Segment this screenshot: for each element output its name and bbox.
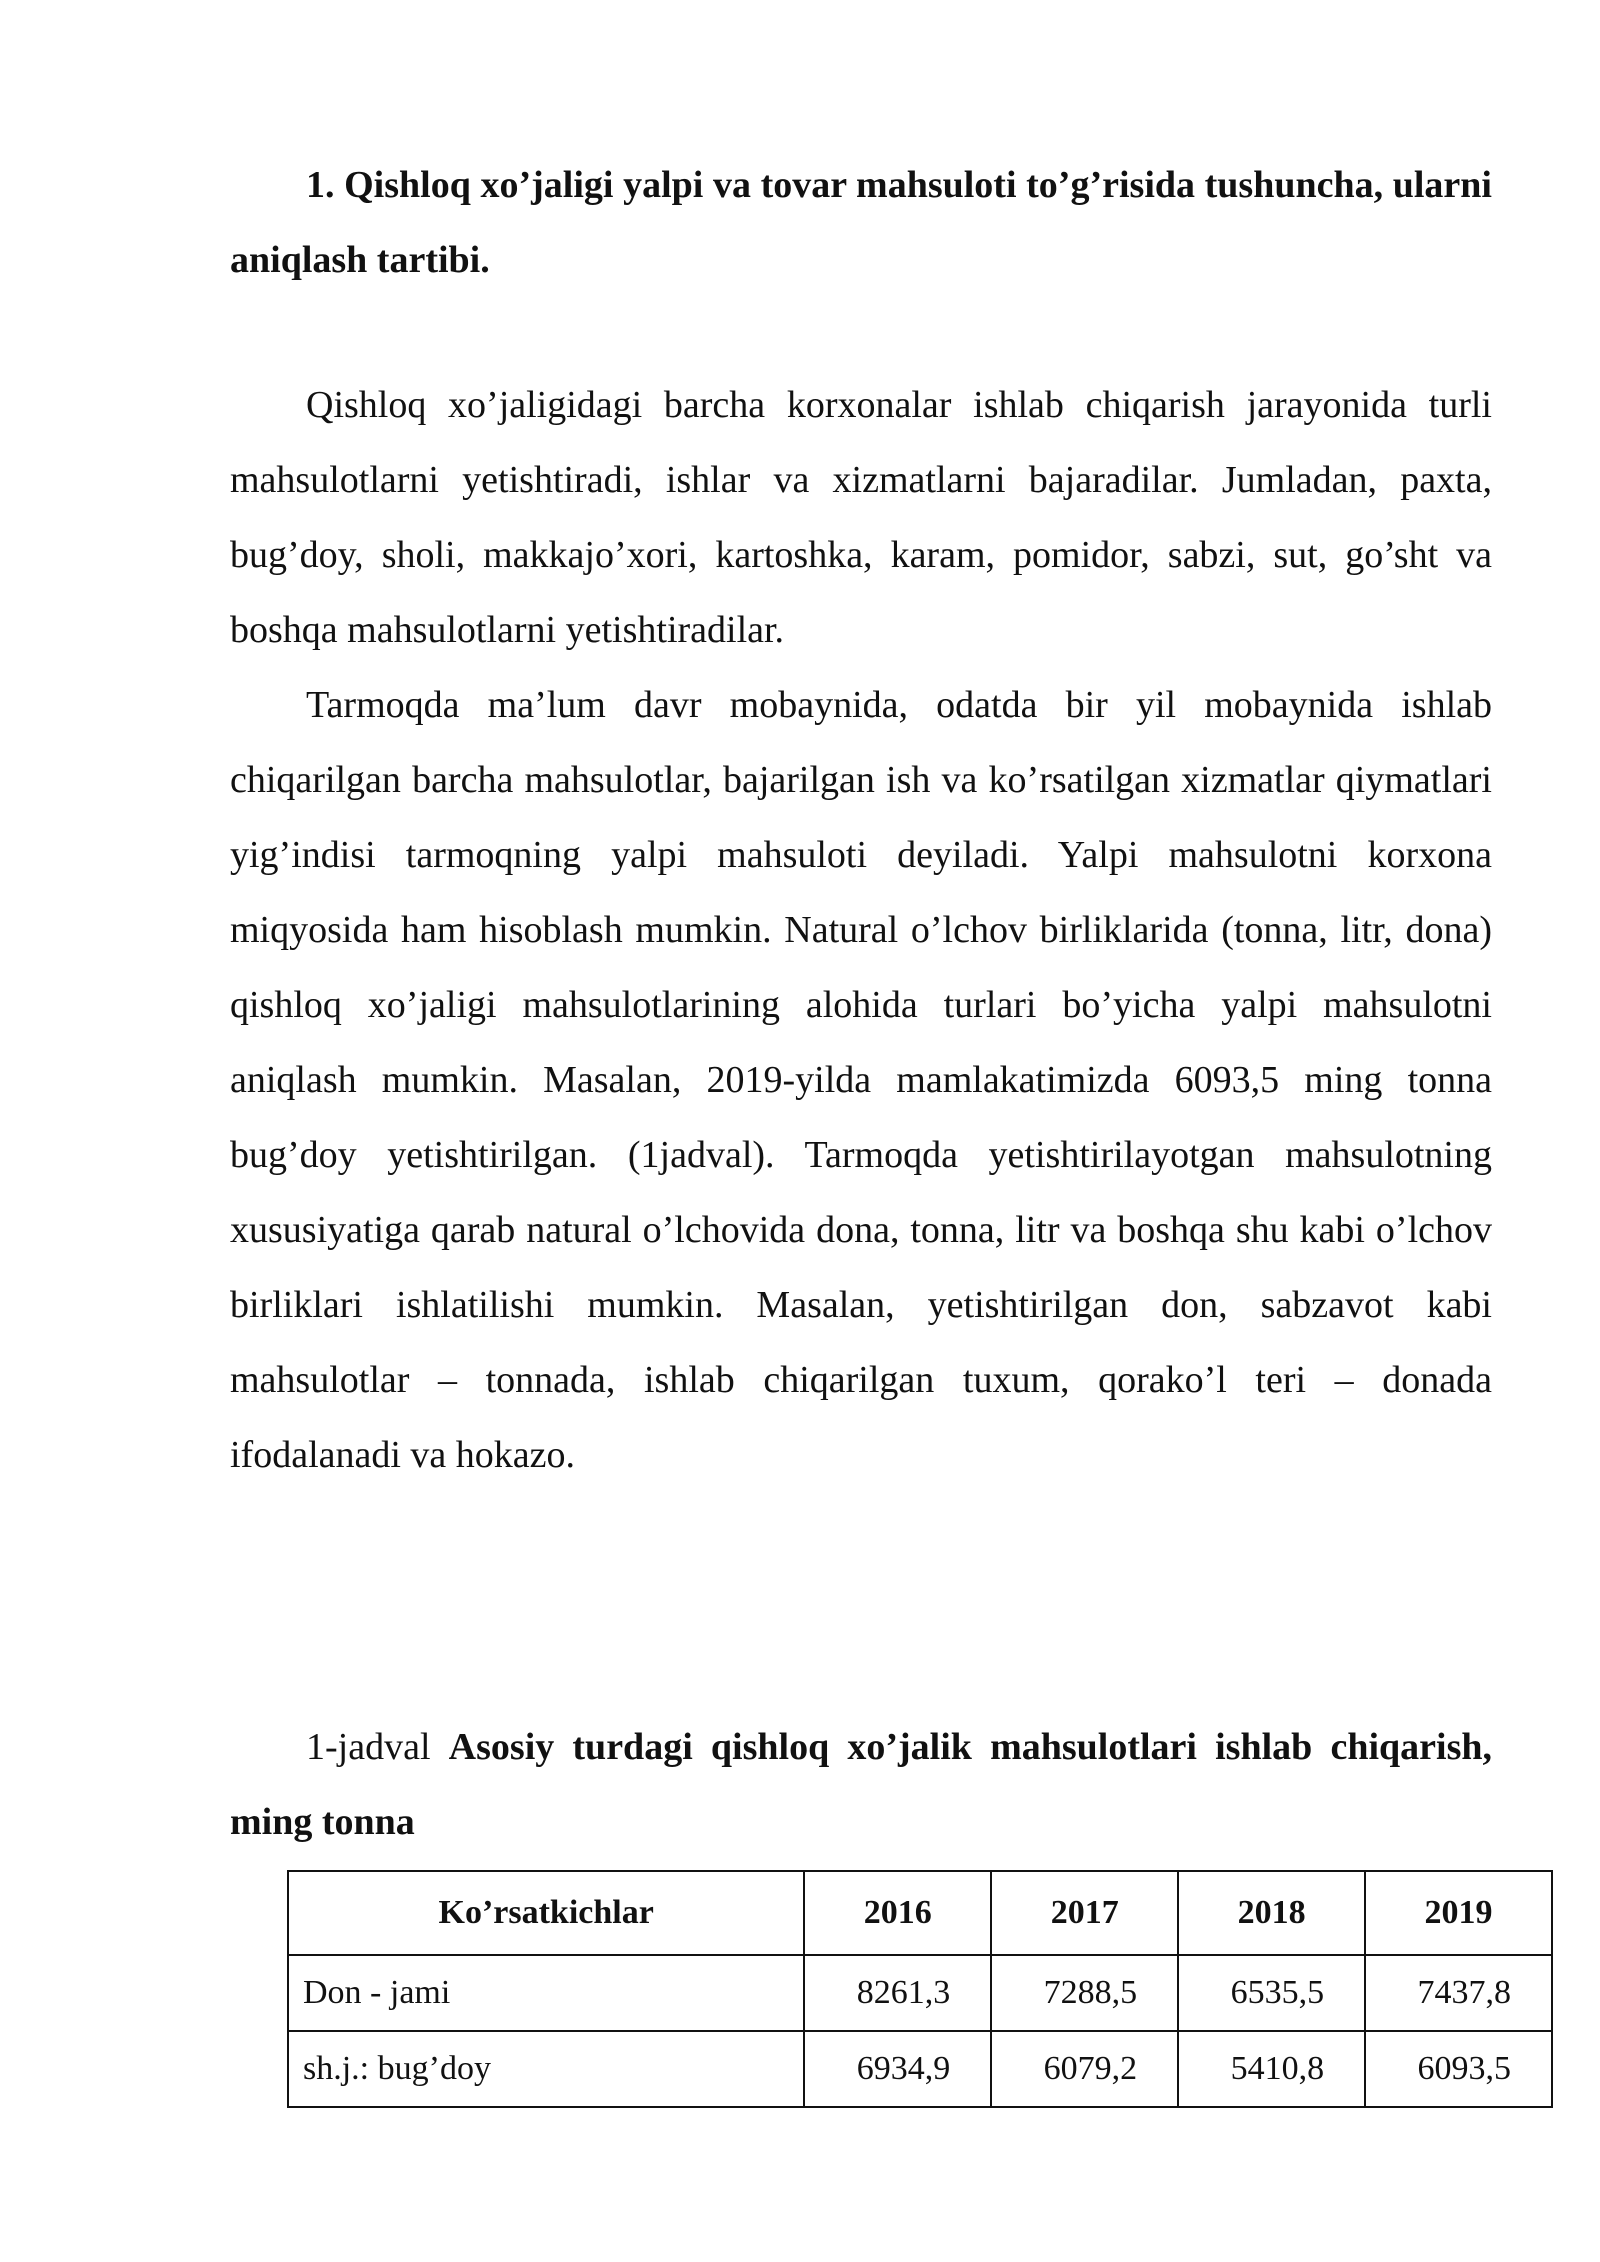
table-cell: 6079,2 [991, 2031, 1178, 2107]
table-cell: 6093,5 [1365, 2031, 1552, 2107]
table-cell: 7288,5 [991, 1955, 1178, 2031]
table-header-cell: 2018 [1178, 1871, 1365, 1955]
table-cell: 6934,9 [804, 2031, 991, 2107]
table-row [288, 1955, 1552, 2031]
table-cell: 8261,3 [804, 1955, 991, 2031]
paragraph: Qishloq xo’jaligidagi barcha korxonalar ishlab chiqarish jarayonida turli mahsulotlarni yetishtiradi, ishlar va xizmatlarni bajaradilar. Jumladan, paxta, bug’doy, sholi, makkajo’xori, kartoshka, karam, pomidor, sabzi, sut, go’sht va boshqa mahsulotlarni yetishtiradilar. [230, 384, 1492, 651]
section-heading: 1. Qishloq xo’jaligi yalpi va tovar mahsuloti to’g’risida tushuncha, ularni aniqlash tartibi. [230, 164, 1492, 281]
table-header-cell: Ko’rsatkichlar [288, 1871, 804, 1955]
paragraph: Tarmoqda ma’lum davr mobaynida, odatda bir yil mobaynida ishlab chiqarilgan barcha mahsulotlar, bajarilgan ish va ko’rsatilgan xizmatlar qiymatlari yig’indisi tarmoqning yalpi mahsuloti deyiladi. Yalpi mahsulotni korxona miqyosida ham hisoblash mumkin. Natural o’lchov birliklarida (tonna, litr, dona) qishloq xo’jaligi mahsulotlarining alohida turlari bo’yicha yalpi mahsulotni aniqlash mumkin. Masalan, 2019-yilda mamlakatimizda 6093,5 ming tonna bug’doy yetishtirilgan. (1jadval). Tarmoqda yetishtirilayotgan mahsulotning xususiyatiga qarab natural o’lchovida dona, tonna, litr va boshqa shu kabi o’lchov birliklari ishlatilishi mumkin. Masalan, yetishtirilgan don, sabzavot kabi mahsulotlar – tonnada, ishlab chiqarilgan tuxum, qorako’l teri – donada ifodalanadi va hokazo. [230, 684, 1492, 1476]
table-cell: Don - jami [288, 1955, 804, 2031]
table-cell: 6535,5 [1178, 1955, 1365, 2031]
table-cell: 7437,8 [1365, 1955, 1552, 2031]
table-header-cell: 2017 [991, 1871, 1178, 1955]
table-cell: 5410,8 [1178, 2031, 1365, 2107]
table-caption-title: Asosiy turdagi qishloq xo’jalik mahsulotlari ishlab chiqarish, ming tonna [230, 1726, 1492, 1843]
table-header-cell: 2019 [1365, 1871, 1552, 1955]
table-cell: sh.j.: bug’doy [288, 2031, 804, 2107]
table-caption [230, 1710, 1492, 1860]
production-table [287, 1870, 1553, 2108]
table-header-row [288, 1871, 1552, 1955]
table-header-cell: 2016 [804, 1871, 991, 1955]
table-row [288, 2031, 1552, 2107]
table-caption-prefix: 1-jadval [306, 1726, 431, 1768]
body-text [230, 368, 1492, 1493]
